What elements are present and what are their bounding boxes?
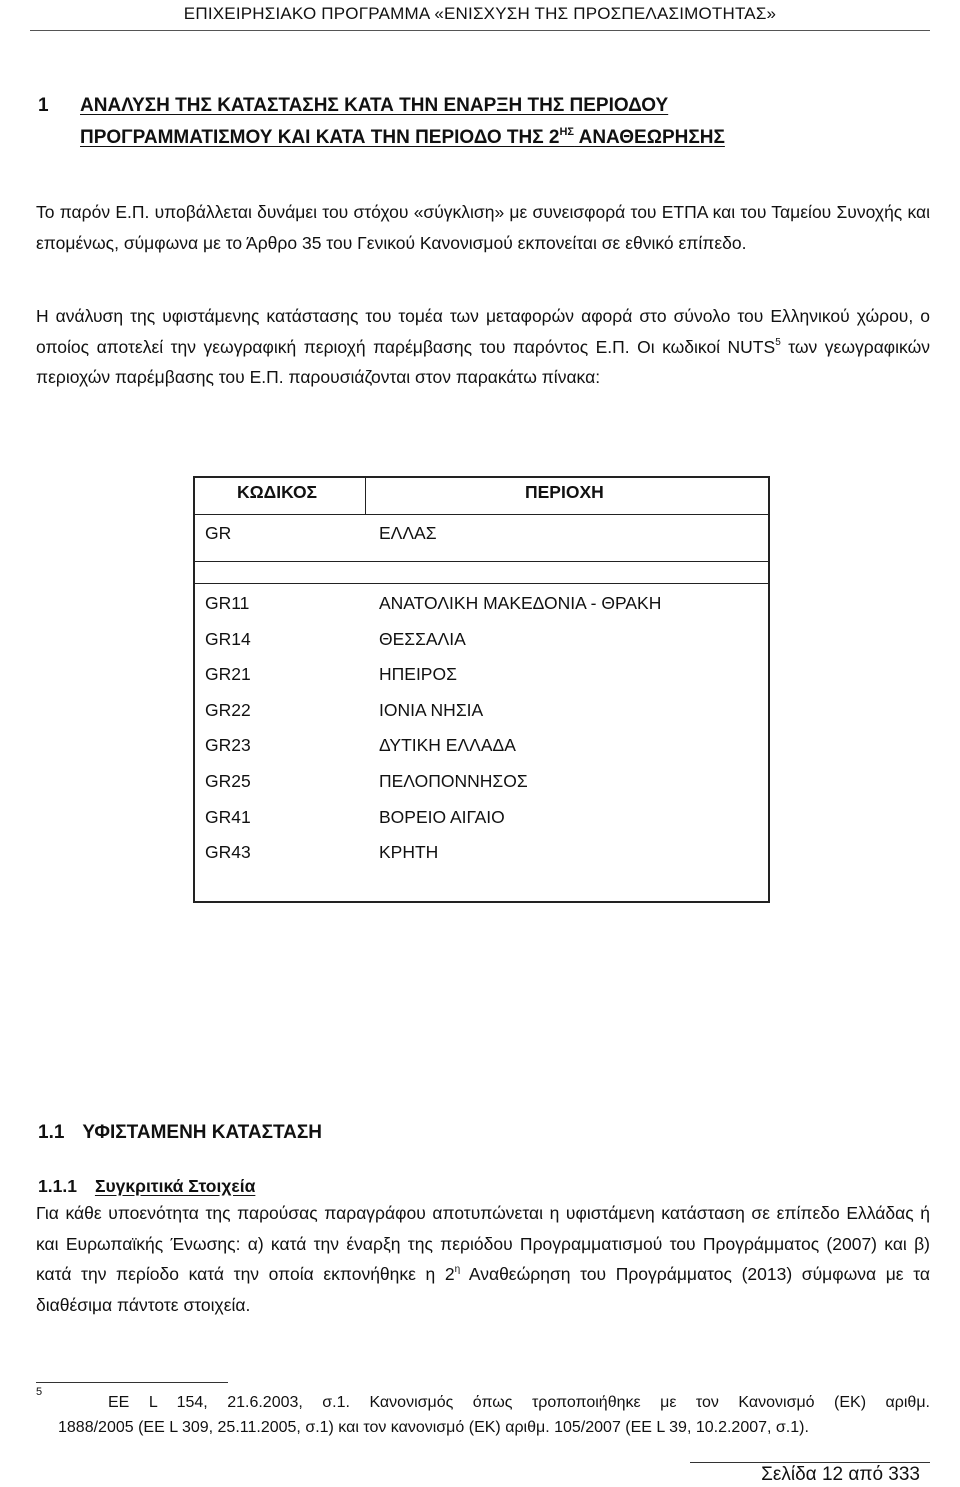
document-header-title: ΕΠΙΧΕΙΡΗΣΙΑΚΟ ΠΡΟΓΡΑΜΜΑ «ΕΝΙΣΧΥΣΗ ΤΗΣ ΠΡΟΣΠΕΛΑΣΙΜΟΤΗΤΑΣ» bbox=[183, 4, 777, 23]
table-cell-code: GR11 bbox=[205, 593, 250, 613]
subsection-heading bbox=[38, 1176, 255, 1197]
nuts-codes-table bbox=[193, 476, 770, 903]
paragraph-2 bbox=[36, 301, 930, 393]
table-cell-region: ΘΕΣΣΑΛΙΑ bbox=[379, 628, 466, 649]
header-divider bbox=[30, 30, 930, 31]
section-number: 1.1 bbox=[38, 1122, 65, 1143]
paragraph-3-superscript: η bbox=[454, 1264, 461, 1275]
table-cell-region: ΒΟΡΕΙΟ ΑΙΓΑΙΟ bbox=[379, 806, 505, 827]
subsection-title: Συγκριτικά Στοιχεία bbox=[94, 1176, 256, 1196]
table-cell-code: GR bbox=[205, 523, 232, 543]
table-cell-code: GR21 bbox=[205, 664, 251, 685]
table-header-code: ΚΩΔΙΚΟΣ bbox=[237, 482, 318, 502]
section-title: ΥΦΙΣΤΑΜΕΝΗ ΚΑΤΑΣΤΑΣΗ bbox=[82, 1122, 323, 1143]
paragraph-2-text-b: των γεωγραφικών περιοχών παρέμβασης του Ε.Π. παρουσιάζονται στον παρακάτω πίνακα: bbox=[36, 336, 930, 387]
table-cell-region: ΙΟΝΙΑ ΝΗΣΙΑ bbox=[379, 699, 484, 720]
footnote-ref-5[interactable]: 5 bbox=[775, 336, 781, 348]
page-number-divider bbox=[690, 1462, 930, 1463]
table-header-divider bbox=[365, 478, 366, 514]
table-cell-code: GR41 bbox=[205, 806, 251, 827]
table-cell-region: ΗΠΕΙΡΟΣ bbox=[379, 664, 457, 685]
table-cell-code: GR14 bbox=[205, 628, 251, 649]
table-cell-region: ΠΕΛΟΠΟΝΝΗΣΟΣ bbox=[379, 771, 528, 791]
table-row-divider bbox=[195, 583, 768, 584]
paragraph-3 bbox=[36, 1198, 930, 1320]
page-number: Σελίδα 12 από 333 bbox=[761, 1464, 920, 1485]
footnote-divider bbox=[36, 1382, 228, 1383]
subsection-number: 1.1.1 bbox=[38, 1176, 77, 1196]
heading-1-line-2 bbox=[80, 122, 725, 154]
footnote-text bbox=[58, 1390, 930, 1440]
section-heading bbox=[38, 1122, 322, 1144]
paragraph-2-text-a: Η ανάλυση της υφιστάμενης κατάστασης του τομέα των μεταφορών αφορά στο σύνολο του Ελληνικού χώρου, ο οποίος αποτελεί την γεωγραφική περιοχή παρέμβασης του παρόντος Ε.Π. Οι κωδικοί NUTS bbox=[36, 306, 930, 357]
table-cell-code: GR43 bbox=[205, 842, 251, 863]
heading-1-superscript: ΗΣ bbox=[559, 126, 575, 138]
table-row-divider bbox=[195, 514, 768, 515]
table-cell-region: ΕΛΛΑΣ bbox=[379, 523, 437, 543]
footnote-line-1: ΕΕ L 154, 21.6.2003, σ.1. Κανονισμός όπως τροποποιήθηκε με τον Κανονισμό (ΕΚ) αριθμ. bbox=[108, 1394, 930, 1411]
table-cell-code: GR25 bbox=[205, 771, 251, 791]
table-header-region: ΠΕΡΙΟΧΗ bbox=[525, 482, 604, 502]
table-cell-region: ΔΥΤΙΚΗ ΕΛΛΑΔΑ bbox=[379, 735, 516, 756]
table-cell-code: GR23 bbox=[205, 735, 251, 756]
paragraph-1: Το παρόν Ε.Π. υποβάλλεται δυνάμει του στόχου «σύγκλιση» με συνεισφορά του ΕΤΠΑ και του Ταμείου Συνοχής και επομένως, σύμφωνα με το Άρθρο 35 του Γενικού Κανονισμού εκπονείται σε εθνικό επίπεδο. bbox=[36, 202, 930, 253]
paragraph-3-text-b: Αναθεώρηση του Προγράμματος (2013) σύμφωνα με τα διαθέσιμα πάντοτε στοιχεία. bbox=[36, 1264, 931, 1315]
footnote-number: 5 bbox=[36, 1386, 43, 1398]
table-cell-region: ΚΡΗΤΗ bbox=[379, 842, 439, 863]
table-cell-region: ΑΝΑΤΟΛΙΚΗ ΜΑΚΕΔΟΝΙΑ - ΘΡΑΚΗ bbox=[379, 593, 662, 613]
heading-1-number: 1 bbox=[38, 95, 49, 116]
footnote-rest: 1888/2005 (ΕΕ L 309, 25.11.2005, σ.1) και τον κανονισμό (ΕΚ) αριθμ. 105/2007 (ΕΕ L 39, 10.2.2007, σ.1). bbox=[58, 1419, 809, 1436]
heading-1-line-2-a: ΠΡΟΓΡΑΜΜΑΤΙΣΜΟΥ ΚΑΙ ΚΑΤΑ ΤΗΝ ΠΕΡΙΟΔΟ ΤΗΣ 2 bbox=[80, 127, 560, 148]
heading-1-line-1: ΑΝΑΛΥΣΗ ΤΗΣ ΚΑΤΑΣΤΑΣΗΣ ΚΑΤΑ ΤΗΝ ΕΝΑΡΞΗ ΤΗΣ ΠΕΡΙΟΔΟΥ bbox=[80, 95, 669, 116]
heading-1-line-2-b: ΑΝΑΘΕΩΡΗΣΗΣ bbox=[574, 127, 725, 148]
paragraph-3-text-a: Για κάθε υποενότητα της παρούσας παραγράφου αποτυπώνεται η υφιστάμενη κατάσταση σε επίπεδο Ελλάδας ή και Ευρωπαϊκής Ένωσης: α) κατά την έναρξη της περιόδου Προγραμματισμού του Προγράμματος (2007) και β) κατά την περίοδο κατά την οποία εκπονήθηκε η 2 bbox=[36, 1203, 930, 1284]
table-cell-code: GR22 bbox=[205, 699, 251, 720]
table-row-divider bbox=[195, 561, 768, 562]
